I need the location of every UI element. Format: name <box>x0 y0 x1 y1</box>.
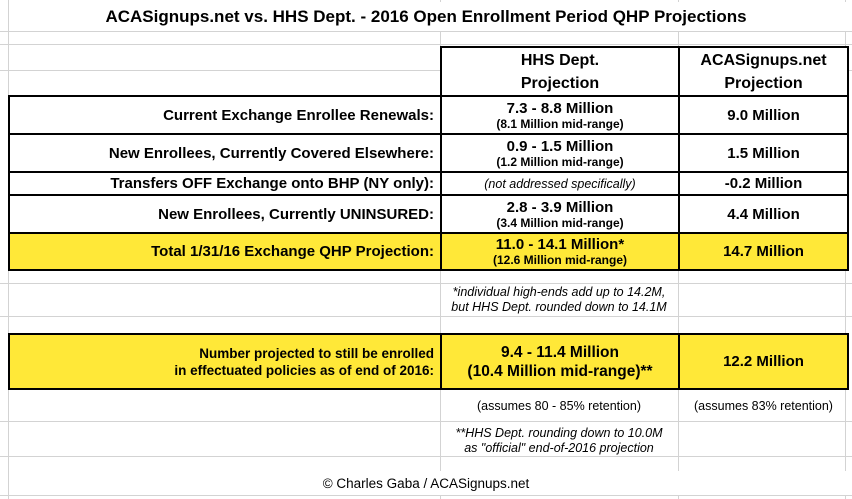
aca-value: -0.2 Million <box>724 175 803 192</box>
column-header-aca-line1: ACASignups.net <box>700 51 827 69</box>
hhs-value-renewals <box>440 95 680 135</box>
hhs-midrange: (3.4 Million mid-range) <box>496 215 624 230</box>
column-header-aca-line2: Projection <box>724 74 803 92</box>
footnote-line: but HHS Dept. rounded down to 14.1M <box>451 299 667 314</box>
aca-value-renewals <box>678 95 849 135</box>
row-label-renewals <box>8 95 442 135</box>
aca-value-covered-elsewhere <box>678 133 849 173</box>
row-label-text: Transfers OFF Exchange onto BHP (NY only): <box>110 175 434 192</box>
retention-text: (assumes 83% retention) <box>694 399 833 413</box>
footnote-line: *individual high-ends add up to 14.2M, <box>452 284 666 299</box>
column-header-hhs-line1: HHS Dept. <box>520 51 600 69</box>
column-header-hhs <box>440 46 680 97</box>
gridline <box>0 456 852 457</box>
footer-credit: © Charles Gaba / ACASignups.net <box>0 471 852 495</box>
hhs-range: 7.3 - 8.8 Million <box>506 99 614 117</box>
column-header-aca <box>678 46 849 97</box>
footnote-line: as "official" end-of-2016 projection <box>464 440 654 455</box>
column-header-hhs-line2: Projection <box>520 74 600 92</box>
gridline <box>0 495 852 496</box>
footnote-high-ends <box>440 283 678 316</box>
hhs-range: 0.9 - 1.5 Million <box>506 137 614 155</box>
gridline <box>0 44 852 45</box>
hhs-range: 2.8 - 3.9 Million <box>506 198 614 216</box>
row-label-bhp-transfers <box>8 171 442 196</box>
aca-value-total <box>678 232 849 271</box>
hhs-midrange: (10.4 Million mid-range)** <box>467 362 653 380</box>
aca-value-effectuated <box>678 333 849 390</box>
aca-value: 12.2 Million <box>723 353 804 370</box>
footnote-rounding <box>440 424 678 457</box>
hhs-value-effectuated <box>440 333 680 390</box>
aca-value: 4.4 Million <box>727 205 800 223</box>
row-label-uninsured <box>8 194 442 234</box>
row-label-text: Number projected to still be enrolled <box>199 345 434 361</box>
gridline <box>0 283 852 284</box>
hhs-value-total <box>440 232 680 271</box>
hhs-midrange: (8.1 Million mid-range) <box>496 116 624 131</box>
row-label-text: in effectuated policies as of end of 2016: <box>174 362 434 378</box>
aca-value: 1.5 Million <box>727 144 800 162</box>
footnote-line: **HHS Dept. rounding down to 10.0M <box>455 425 663 440</box>
retention-note-aca <box>678 392 849 421</box>
row-label-text: New Enrollees, Currently UNINSURED: <box>158 205 434 223</box>
gridline <box>0 316 852 317</box>
row-label-total <box>8 232 442 271</box>
hhs-value-uninsured <box>440 194 680 234</box>
aca-value-bhp-transfers <box>678 171 849 196</box>
aca-value: 9.0 Million <box>727 106 800 124</box>
aca-value: 14.7 Million <box>723 243 804 260</box>
aca-value-uninsured <box>678 194 849 234</box>
row-label-text: Current Exchange Enrollee Renewals: <box>163 106 434 124</box>
row-label-covered-elsewhere <box>8 133 442 173</box>
row-label-text: Total 1/31/16 Exchange QHP Projection: <box>151 243 434 260</box>
hhs-midrange: (1.2 Million mid-range) <box>496 154 624 169</box>
hhs-value-bhp-transfers <box>440 171 680 196</box>
retention-note-hhs <box>440 392 678 421</box>
hhs-range: 11.0 - 14.1 Million* <box>495 236 625 253</box>
row-label-text: New Enrollees, Currently Covered Elsewhere: <box>108 144 434 162</box>
page-title: ACASignups.net vs. HHS Dept. - 2016 Open Enrollment Period QHP Projections <box>0 2 852 31</box>
row-label-effectuated <box>8 333 442 390</box>
hhs-midrange: (12.6 Million mid-range) <box>492 253 627 267</box>
hhs-value-covered-elsewhere <box>440 133 680 173</box>
hhs-range: 9.4 - 11.4 Million <box>500 343 619 361</box>
gridline <box>0 421 852 422</box>
retention-text: (assumes 80 - 85% retention) <box>477 399 641 413</box>
gridline <box>0 31 852 32</box>
hhs-note: (not addressed specifically) <box>484 176 636 191</box>
